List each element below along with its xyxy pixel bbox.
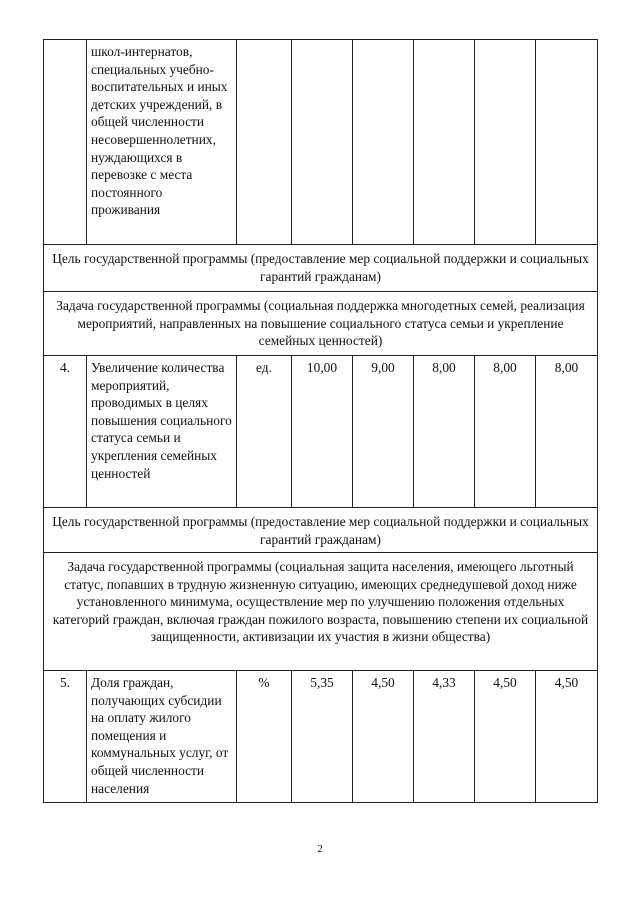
table-row-4 [44, 356, 598, 508]
table-row-3-continuation [44, 40, 598, 245]
table-row-5 [44, 671, 598, 803]
value-cell: 4,33 [414, 671, 475, 803]
value-cell [292, 40, 353, 245]
indicator-name: школ-интернатов, специальных учебно-воспитательных и иных детских учреждений, в общей численности несовершеннолетних, нуждающихся в перевозке с места постоянного проживания [87, 40, 237, 245]
value-cell: 4,50 [353, 671, 414, 803]
section-goal-text: Цель государственной программы (предоставление мер социальной поддержки и социальных гарантий гражданам) [44, 508, 598, 553]
value-cell: 9,00 [353, 356, 414, 508]
value-cell [414, 40, 475, 245]
value-cell [353, 40, 414, 245]
value-cell: 5,35 [292, 671, 353, 803]
section-task-row [44, 292, 598, 356]
value-cell: 4,50 [536, 671, 598, 803]
indicator-table-page [43, 39, 597, 803]
indicator-unit: % [237, 671, 292, 803]
value-cell [475, 40, 536, 245]
row-number [44, 40, 87, 245]
indicator-name: Доля граждан, получающих субсидии на оплату жилого помещения и коммунальных услуг, от общей численности населения [87, 671, 237, 803]
value-cell: 8,00 [536, 356, 598, 508]
row-number: 5. [44, 671, 87, 803]
page-number: 2 [317, 843, 323, 855]
row-number: 4. [44, 356, 87, 508]
value-cell: 8,00 [414, 356, 475, 508]
indicator-name: Увеличение количества мероприятий, проводимых в целях повышения социального статуса семьи и укрепления семейных ценностей [87, 356, 237, 508]
section-task-text: Задача государственной программы (социальная поддержка многодетных семей, реализация мероприятий, направленных на повышение социального статуса семьи и укрепление семейных ценностей) [44, 292, 598, 356]
section-task-text: Задача государственной программы (социальная защита населения, имеющего льготный статус, попавших в трудную жизненную ситуацию, имеющих среднедушевой доход ниже установленного минимума, осуществление мер по улучшению положения отдельных категорий граждан, включая граждан пожилого возраста, повышению степени их социальной защищенности, активизации их участия в жизни общества) [44, 553, 598, 671]
value-cell: 4,50 [475, 671, 536, 803]
value-cell: 8,00 [475, 356, 536, 508]
section-goal-row [44, 508, 598, 553]
section-task-row [44, 553, 598, 671]
section-goal-row [44, 245, 598, 292]
value-cell: 10,00 [292, 356, 353, 508]
section-goal-text: Цель государственной программы (предоставление мер социальной поддержки и социальных гарантий гражданам) [44, 245, 598, 292]
indicator-table [43, 39, 598, 803]
value-cell [536, 40, 598, 245]
indicator-unit [237, 40, 292, 245]
indicator-unit: ед. [237, 356, 292, 508]
